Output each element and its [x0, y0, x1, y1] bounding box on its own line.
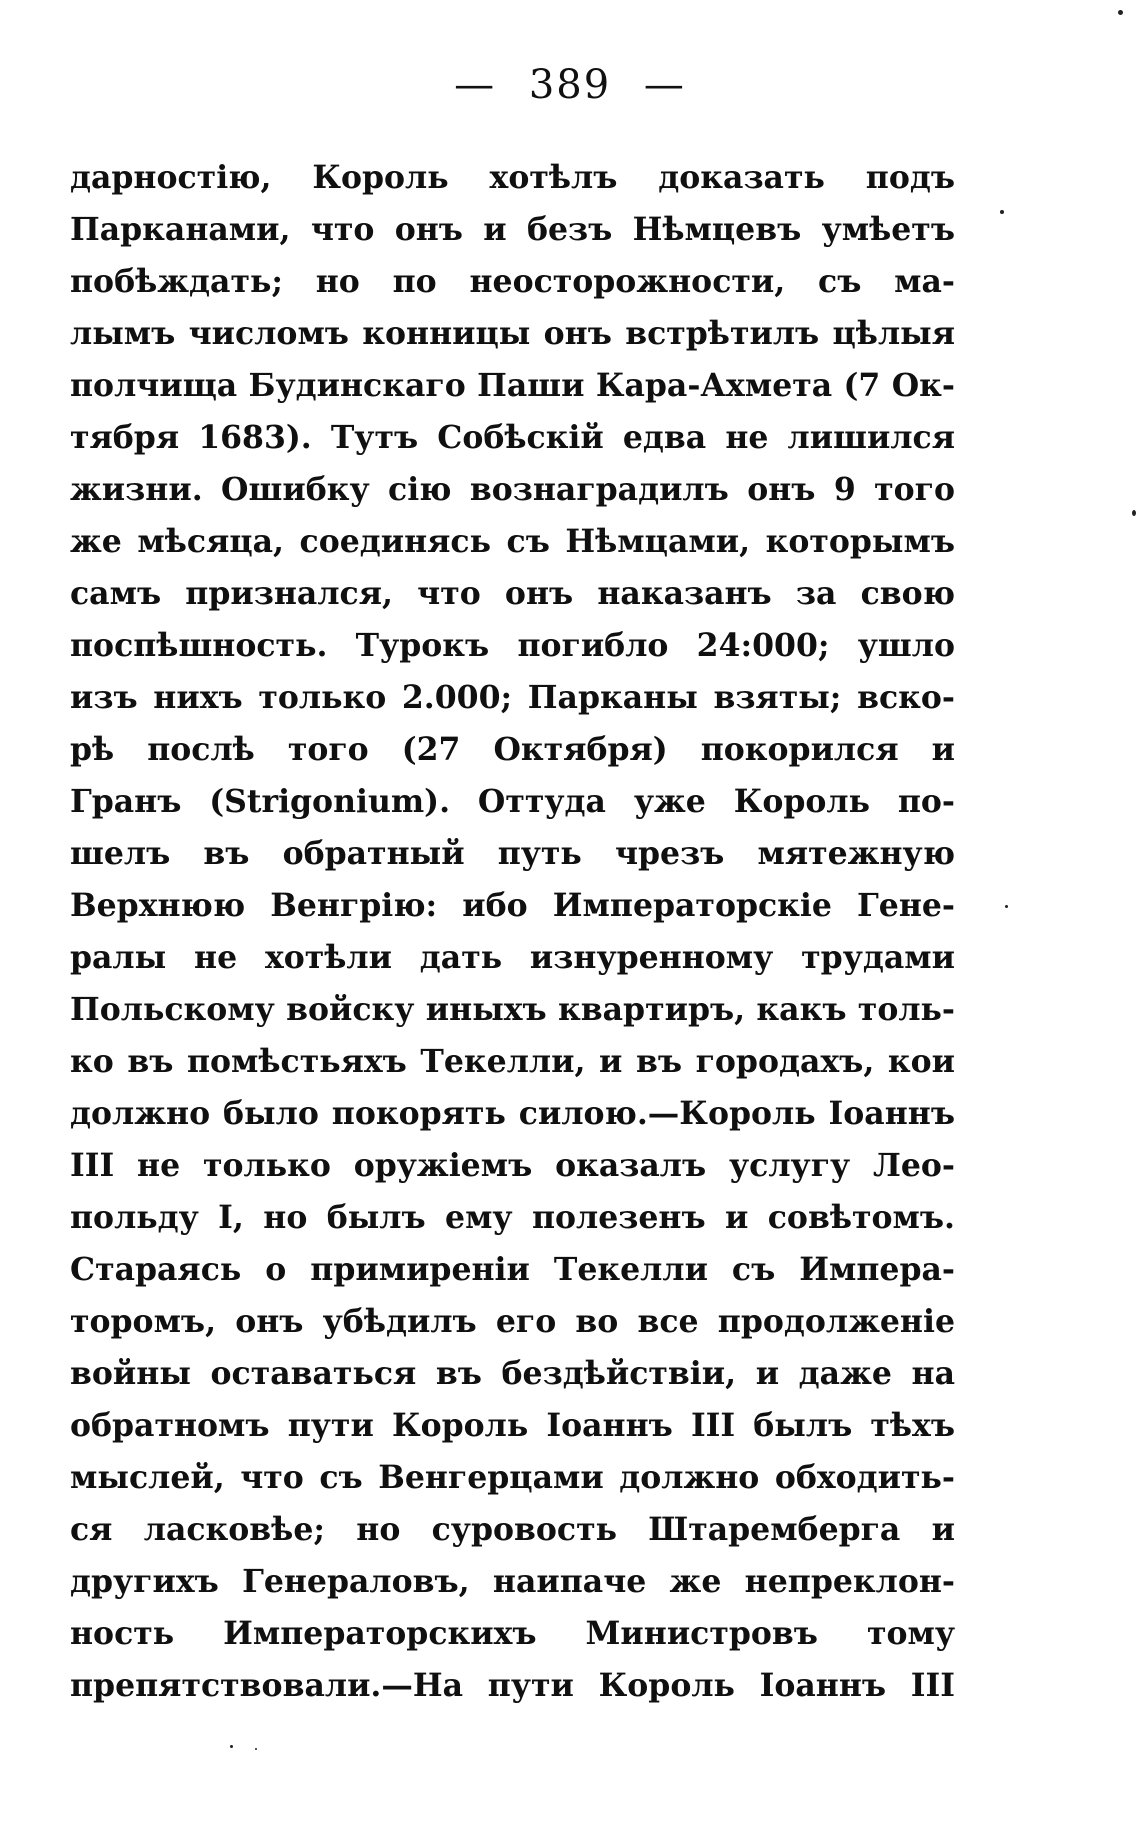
text-line: дарностію, Король хотѣлъ доказать подъ: [70, 159, 955, 196]
text-line: ралы не хотѣли дать изнуренному трудами: [70, 939, 955, 976]
text-line: жизни. Ошибку сію вознаградилъ онъ 9 того: [70, 471, 955, 508]
text-line: шелъ въ обратный путь чрезъ мятежную: [70, 835, 955, 872]
text-line: самъ признался, что онъ наказанъ за свою: [70, 575, 955, 612]
text-line: должно было покорять силою.—Король Іоаннъ: [70, 1095, 955, 1132]
scan-speck: [1005, 905, 1008, 908]
text-line: тября 1683). Тутъ Собѣскій едва не лишился: [70, 419, 955, 456]
text-line: торомъ, онъ убѣдилъ его во все продолженіе: [70, 1303, 955, 1340]
scan-speck: [1132, 510, 1136, 516]
body-text: [70, 152, 955, 1712]
text-line: другихъ Генераловъ, наипаче же непреклон-: [70, 1563, 955, 1600]
text-line: полчища Будинскаго Паши Кара-Ахмета (7 Ок-: [70, 367, 955, 404]
scan-speck: [230, 1745, 233, 1748]
text-line: побѣждать; но по неосторожности, съ ма-: [70, 263, 955, 300]
text-line: поспѣшность. Турокъ погибло 24:000; ушло: [70, 627, 955, 664]
page-number: 389: [528, 62, 612, 108]
text-line: Гранъ (Strigonium). Оттуда уже Король по-: [70, 783, 955, 820]
text-line: рѣ послѣ того (27 Октября) покорился и: [70, 731, 955, 768]
text-line: ся ласковѣе; но суровость Штаремберга и: [70, 1511, 955, 1548]
text-line: ко въ помѣстьяхъ Текелли, и въ городахъ, кои: [70, 1043, 955, 1080]
text-line: польду I, но былъ ему полезенъ и совѣтомъ.: [70, 1199, 955, 1236]
text-line: Верхнюю Венгрію: ибо Императорскіе Гене-: [70, 887, 955, 924]
scan-speck: [255, 1748, 257, 1750]
scan-speck: [1118, 10, 1123, 15]
scan-speck: [1000, 210, 1004, 214]
page-header: [0, 62, 1140, 108]
text-line: войны оставаться въ бездѣйствіи, и даже на: [70, 1355, 955, 1392]
text-line: обратномъ пути Король Іоаннъ III былъ тѣхъ: [70, 1407, 955, 1444]
header-dash-left: —: [454, 62, 497, 108]
text-line: лымъ числомъ конницы онъ встрѣтилъ цѣлыя: [70, 315, 955, 352]
text-line: изъ нихъ только 2.000; Парканы взяты; вско-: [70, 679, 955, 716]
text-line: мыслей, что съ Венгерцами должно обходить-: [70, 1459, 955, 1496]
text-line: же мѣсяца, соединясь съ Нѣмцами, которымъ: [70, 523, 955, 560]
text-line: Польскому войску иныхъ квартиръ, какъ толь-: [70, 991, 955, 1028]
text-line: препятствовали.—На пути Король Іоаннъ III: [70, 1667, 955, 1704]
text-line: III не только оружіемъ оказалъ услугу Лео-: [70, 1147, 955, 1184]
header-dash-right: —: [643, 62, 686, 108]
text-line: ность Императорскихъ Министровъ тому: [70, 1615, 955, 1652]
text-line: Стараясь о примиреніи Текелли съ Импера-: [70, 1251, 955, 1288]
text-line: Парканами, что онъ и безъ Нѣмцевъ умѣетъ: [70, 211, 955, 248]
